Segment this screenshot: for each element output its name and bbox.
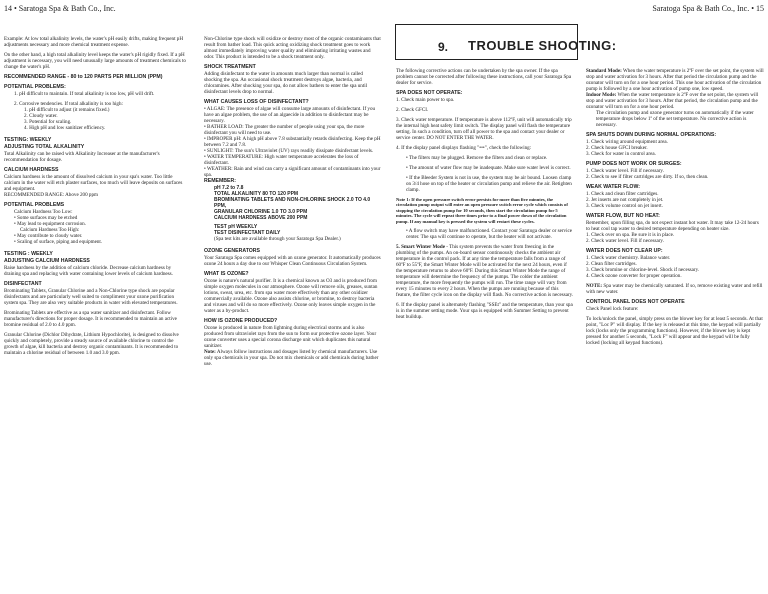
list-item: • IMPROPER pH: A high pH above 7.8 substantially retards disinfecting. Keep the pH between 7.2 and 7.8. [204, 136, 381, 148]
paragraph: The circulation pump and ozone generator turns on automatically if the water temperature drops below 1º of the set temperature. No corrective action is necessary. [596, 110, 754, 128]
list-item: 2. Check to see if filter cartridges are dirty. If so, then clean. [586, 174, 709, 180]
list-item: • May contribute to cloudy water. [14, 233, 83, 239]
list-item: • Some surfaces may be etched [14, 215, 78, 221]
list-item: 3. Check volume control on jet insert. [586, 203, 663, 209]
paragraph: Ozone is produced in nature from lightning during electrical storms and is also produced from ultraviolet rays from the sun to form our protective ozone layer. Your ozone converter uses a special corona discharge unit which duplicates this natural sanitizer. [204, 325, 377, 349]
sub-heading: Check Panel lock feature: [586, 306, 639, 312]
list-item: 2. Check house GFCI breaker. [586, 145, 648, 151]
section-heading: WHAT CAUSES LOSS OF DISINFECTANT? [204, 99, 309, 105]
paragraph: Total Alkalinity can be raised with Alkalinity Increaser at the manufacturer's recommendation for dosage. [4, 151, 160, 163]
section-heading: HOW IS OZONE PRODUCED? [204, 318, 278, 324]
paragraph: Example: At low total alkalinity levels, the water's pH easily drifts, making frequent pH adjustments necessary and more chemical treatment expense. [4, 36, 184, 48]
reminder-item: CALCIUM HARDNESS ABOVE 200 PPM [214, 215, 308, 221]
section-heading: WATER FLOW, BUT NO HEAT: [586, 213, 660, 219]
column-3 [396, 68, 574, 324]
section-heading: CONTROL PANEL DOES NOT OPERATE [586, 299, 685, 305]
section-heading: ADJUSTING TOTAL ALKALINITY [4, 144, 85, 150]
list-item: 1. Check water chemistry. Balance water. [586, 255, 671, 261]
paragraph: Ozone is nature's natural purifier. It is a chemical known as O3 and is produced from simple oxygen molecules in our atmosphere. Ozone will remove oils, greases, suntan lotions, sweat, urea, etc. from spa water more effectively than any other oxidizer commercially available. Ozone also assists chlorine, or bromine, to destroy bacteria and viruses and will do so more effectively. Ozone only leaves simple oxygen in the water as a by-product. [204, 278, 378, 314]
list-item: 4. If the display panel displays flashing "•••", check the following: [396, 145, 532, 151]
section-heading: WHAT IS OZONE? [204, 271, 249, 277]
reminder-item: TEST DISINFECTANT DAILY [214, 230, 281, 236]
list-item: • Scaling of surface, piping and equipment. [14, 239, 103, 245]
list-item: 3. Check water temperature. If temperature is above 112ºF, unit will automatically trip the internal high heat safety limit switch. The display panel will flash the temperature setting. In such a condition, turn off all power to the spa and contact your dealer or service center. DO NOT ENTER THE WATER. [396, 117, 572, 141]
page-header-right: Saratoga Spa & Bath Co., Inc. • 15 [652, 4, 764, 13]
column-1 [4, 36, 189, 360]
paragraph: Your Saratoga Spa comes equipped with an ozone generator. It automatically produces ozone 24 hours a day due to our Whisper Clean Continuous Circulation System. [204, 255, 381, 267]
column-4 [586, 68, 764, 350]
section-heading: DISINFECTANT [4, 281, 42, 287]
section-heading: TESTING : WEEKLY [4, 251, 53, 257]
list-item: • If the Bleeder System is not in use, the system may be air bound. Loosen clamp on 3/4 hose on top of the heater or circulation pump and relieve the air. Retighten clamp. [406, 175, 572, 193]
paragraph: Non-Chlorine type shock will oxidize or destroy most of the organic contaminants that result from bather load. This quick acting oxidizing shock treatment goes to work almost immediately improving water quality and eliminating irritating wastes and odor. This product is intended to be a shock treatment only. [204, 36, 381, 60]
sub-heading: Calcium Hardness Too Low: [14, 209, 73, 215]
list-item: 2. Clean filter cartridges. [586, 261, 637, 267]
list-item: 2. Corrosive tendencies. If total alkalinity is too high: [14, 101, 123, 107]
list-item: • May lead to equipment corrosion. [14, 221, 86, 227]
section-heading: REMEMBER: [204, 178, 236, 184]
section-heading: TESTING: WEEKLY [4, 137, 52, 143]
list-item: 1. Check main power to spa. [396, 97, 455, 103]
reminder-item: GRANULAR CHLORINE 1.0 TO 3.0 PPM [214, 209, 308, 215]
list-item: 5. Smart Winter Mode - This system prevents the water from freezing in the plumbing of the pumps. An on-board sensor continuously checks the ambient air temperature in the control pack. If at any time the temperature falls from a range of 60ºF to 55ºF, the Smart Winter Mode will be activated for the next 24 hours, even if the temperature returns to above 60ºF. During this Smart Winter Mode the range of temperature will determine the frequency of the pumps. The colder the ambient temperature, the more frequently the pumps will run. The time range will vary from every 15 minutes to every 2 hours. When the pumps are running because of this feature, the filter cycle icon on the display will flash. No corrective action is necessary. [396, 244, 574, 299]
list-item: 6. If the display panel is alternately flashing "SSEt" and the temperature, than your spa is in the summer setting mode. Your spa is equipped with Summer Setting to prevent heat buildup. [396, 302, 573, 321]
sub-heading: Calcium Hardness Too High: [20, 227, 80, 233]
list-item: 1. Check over on spa. Be sure it is in place. [586, 232, 675, 238]
section-heading: WATER DOES NOT CLEAR UP: [586, 248, 663, 254]
list-item: 1. Check water level. Fill if necessary. [586, 168, 664, 174]
list-item: 4. High pH and low sanitizer efficiency. [24, 125, 106, 131]
paragraph: The following corrective actions can be undertaken by the spa owner. If the spa problem cannot be corrected after following these instructions, call your Saratoga Spa dealer for service. [396, 68, 572, 86]
list-item: 2. Check GFCI. [396, 107, 429, 113]
section-heading: POTENTIAL PROBLEMS [4, 202, 65, 208]
paragraph: Remember, upon filling spa, do not expect instant hot water. It may take 12-24 hours to heat cool tap water to desired temperature depending on heater size. [586, 220, 759, 232]
list-item: 3. Check for water in control area. [586, 151, 656, 157]
reminder-item: TOTAL ALKALINITY 80 TO 120 PPM [214, 191, 299, 197]
list-item: 1. pH difficult to adjust (it remains fixed.) [24, 107, 110, 113]
chapter-title: TROUBLE SHOOTING: [468, 38, 617, 53]
reminder-item: pH 7.2 to 7.8 [214, 185, 244, 191]
paragraph: Brominating Tablets are effective as a spa water sanitizer and disinfectant. Follow manufacturer's directions for proper dosage. It is recommended to maintain an active bromine residual of 2.0 to 4.0 ppm. [4, 310, 177, 328]
list-item: • The filters may be plugged. Remove the filters and clean or replace. [406, 155, 548, 161]
section-heading: SPA SHUTS DOWN DURING NORMAL OPERATIONS: [586, 132, 717, 138]
column-2 [204, 36, 382, 367]
paragraph: Raise hardness by the addition of calcium chloride. Decrease calcium hardness by draining spa and replacing with water containing lower levels of calcium hardness. [4, 265, 173, 277]
reminder-item: TEST pH WEEKLY [214, 224, 258, 230]
list-item: 1. Check and clean filter cartridges. [586, 191, 659, 197]
list-item: • WEATHER: Rain and wind can carry a significant amount of contaminants into your spa. [204, 166, 381, 178]
paragraph: Brominating Tablets, Granular Chlorine and a Non-Chlorine type shock are popular disinfectants and are particularly well suited to compliment your ozone purification system spa. They are also very suitable products in water with elevated temperatures. [4, 288, 178, 306]
list-item: 1. pH difficult to maintain. If total alkalinity is too low, pH will drift. [14, 91, 155, 97]
list-item: 2. Check water level. Fill if necessary. [586, 238, 664, 244]
page-header-left: 14 • Saratoga Spa & Bath Co., Inc. [4, 4, 116, 13]
list-item: • A flow switch may have malfunctioned. Contact your Saratoga dealer or service center. The spa will continue to operate, but the heater will not activate. [406, 228, 573, 241]
reminder-item: BROMINATING TABLETS AND NON-CHLORINE SHOCK 2.0 TO 4.0 PPM, [214, 197, 371, 209]
section-heading: ADJUSTING CALCIUM HARDNESS [4, 258, 90, 264]
list-item: • WATER TEMPERATURE: High water temperature accelerates the loss of disinfectant. [204, 154, 359, 166]
note: Note: Always follow instructions and dosages listed by chemical manufacturers. Use only spa chemicals in your spa. Do not mix chemicals or add chemicals during bather use. [204, 349, 379, 367]
section-heading: WEAK WATER FLOW: [586, 184, 640, 190]
chapter-number: 9. [438, 40, 449, 54]
list-item: 2. Jet inserts are not completely in jet. [586, 197, 664, 203]
list-item: 2. Cloudy water. [24, 113, 58, 119]
list-item: 1. Check wiring around equipment area. [586, 139, 668, 145]
section-heading: SPA DOES NOT OPERATE: [396, 90, 463, 96]
list-item: • BATHER LOAD: The greater the number of people using your spa, the more disinfectant you will need to use. [204, 124, 365, 136]
paragraph: To lock/unlock the panel, simply press on the blower key for at least 5 seconds. At that point, "Loc P" will display. If the key is released at this time, the keypad will partially lock (locks only the programming functions). However, if the blower key is kept pressed for another 5 seconds, "Lock F" will appear and the keypad will be fully locked (locking all keypad functions). [586, 316, 763, 346]
section-heading: POTENTIAL PROBLEMS: [4, 84, 66, 90]
list-item: 4. Check ozone converter for proper operation. [586, 273, 682, 279]
note: Note 1: If the open pressure switch error persists for more than five minutes, the circulation pump output will enter an open pressure switch error cycle which consists of stopping the circulation pump for 10 seconds, then start the circulation pump for 5 minutes. The cycle will repeat three times prior to a final power down of the circulation pump. If any manual key is pressed the system will restart these cycles. [396, 197, 568, 224]
section-heading: SHOCK TREATMENT [204, 64, 256, 70]
list-item: • ALGAE: The presence of algae will consume large amounts of disinfectant. If you have an algae problem, the use of an algaecide in addition to disinfectant may be necessary. [204, 106, 376, 124]
recommended-range: RECOMMENDED RANGE: Above 200 ppm [4, 192, 98, 198]
paragraph: On the other hand, a high total alkalinity level keeps the water's pH rigidly fixed. If a pH adjustment is necessary, you will need unusually large amounts of treatment chemicals to change the water's pH. [4, 52, 186, 70]
note: NOTE: Spa water may be chemically saturated. If so, remove existing water and refill with new water. [586, 283, 763, 295]
section-heading: OZONE GENERATORS [204, 248, 261, 254]
section-heading: PUMP DOES NOT WORK OR SURGES: [586, 161, 682, 167]
list-item: 3. Potential for scaling. [24, 119, 72, 125]
reminder-note: (Spa test kits are available through your Saratoga Spa Dealer.) [214, 236, 341, 242]
paragraph: Adding disinfectant to the water in amounts much larger than normal is called shocking the spa. An occasional shock treatment destroys algae, bacteria, and chloramines. After shocking your spa, do not allow bathers to enter the spa until disinfectant levels drop to normal. [204, 71, 368, 95]
paragraph: Granular Chlorine (Dichlor Dihydrate, Lithium Hypochlorite), is designed to dissolve quickly and completely, provide a steady source of available chlorine to control the growth of algae, kill bacteria and destroy organic contaminants. It is recommended to maintain a chlorine residual of between 1.0 and 3.0 ppm. [4, 332, 179, 356]
paragraph: Indoor Mode: When the water temperature is 2ºF over the set point, the system will stop and water activation for 3 hours. After that period, the circulation pump and the ozonator will turn on for a one hour period. [586, 92, 759, 110]
section-heading: CALCIUM HARDNESS [4, 167, 59, 173]
paragraph: Standard Mode: When the water temperature is 2ºF over the set point, the system will stop and water activation for 3 hours. After that period the circulation pump and the ozonator will turn on for a one hour period. This one hour activation of the circulation pump is followed by a one hour activation of pump one, low speed. [586, 68, 764, 92]
paragraph: Calcium hardness is the amount of dissolved calcium in your spa's water. Too little calcium in the water will etch plaster surfaces, too much will leave deposits on surfaces and equipment. [4, 174, 183, 192]
recommended-range: RECOMMENDED RANGE - 80 to 120 PARTS PER MILLION (PPM) [4, 74, 163, 80]
list-item: • SUNLIGHT: The sun's Ultraviolet (UV) rays readily dissipate disinfectant levels. [204, 148, 374, 154]
list-item: 3. Check bromine or chlorine-level. Shock if necessary. [586, 267, 700, 273]
list-item: • The amount of water flow may be inadequate. Make sure water level is correct. [406, 165, 571, 171]
